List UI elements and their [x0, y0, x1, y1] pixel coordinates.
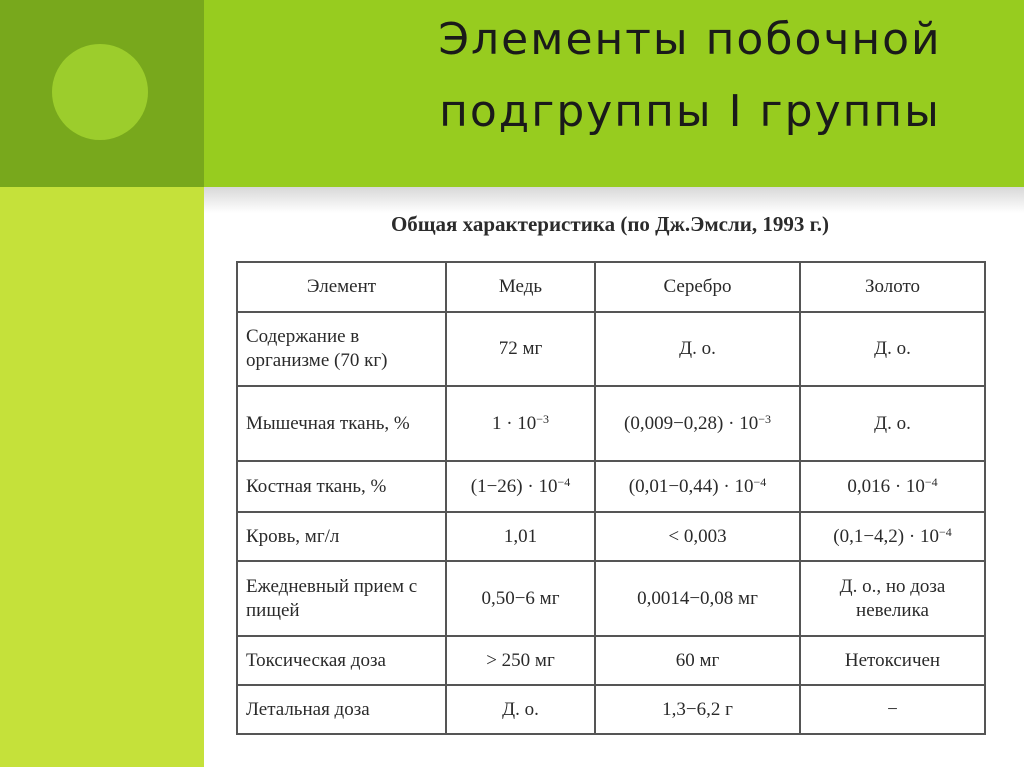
table-row [237, 312, 985, 386]
row-label: Костная ткань, % [237, 461, 446, 512]
table-row [237, 386, 985, 461]
silver-value: $(0,009-0,28) \cdot 10^{-3}$ [595, 386, 800, 461]
content-shade [204, 187, 1024, 213]
silver-value: 1,3−6,2 г [595, 685, 800, 734]
silver-value: $(0,01-0,44) \cdot 10^{-4}$ [595, 461, 800, 512]
gold-value: Д. о., но доза невелика [800, 561, 985, 636]
table-row [237, 461, 985, 512]
slide-title [380, 4, 1000, 148]
decorative-circle [52, 44, 148, 140]
gold-value: − [800, 685, 985, 734]
table-row [237, 685, 985, 734]
row-label: Летальная доза [237, 685, 446, 734]
header-element: Элемент [237, 262, 446, 312]
header-gold: Золото [800, 262, 985, 312]
silver-value: < 0,003 [595, 512, 800, 561]
copper-value: 0,50−6 мг [446, 561, 595, 636]
element-properties-table [236, 261, 986, 735]
copper-value: Д. о. [446, 685, 595, 734]
copper-value: $(1-26) \cdot 10^{-4}$ [446, 461, 595, 512]
copper-value: > 250 мг [446, 636, 595, 685]
slide-title-line2: подгруппы I группы [439, 86, 941, 137]
silver-value: 60 мг [595, 636, 800, 685]
row-label: Кровь, мг/л [237, 512, 446, 561]
gold-value: Нетоксичен [800, 636, 985, 685]
row-label: Токсическая доза [237, 636, 446, 685]
row-label: Мышечная ткань, % [237, 386, 446, 461]
gold-value: $(0,1-4,2) \cdot 10^{-4}$ [800, 512, 985, 561]
table-row [237, 636, 985, 685]
silver-value: Д. о. [595, 312, 800, 386]
slide-title-line1: Элементы побочной [438, 14, 942, 65]
left-band-bottom [0, 187, 204, 767]
table-caption: Общая характеристика (по Дж.Эмсли, 1993 г.) [390, 212, 830, 236]
copper-value: 72 мг [446, 312, 595, 386]
gold-value: Д. о. [800, 386, 985, 461]
copper-value: $1 \cdot 10^{-3}$ [446, 386, 595, 461]
header-silver: Серебро [595, 262, 800, 312]
table-row [237, 512, 985, 561]
copper-value: 1,01 [446, 512, 595, 561]
header-copper: Медь [446, 262, 595, 312]
silver-value: 0,0014−0,08 мг [595, 561, 800, 636]
gold-value: $0,016 \cdot 10^{-4}$ [800, 461, 985, 512]
row-label: Ежедневный прием с пищей [237, 561, 446, 636]
table-row [237, 561, 985, 636]
gold-value: Д. о. [800, 312, 985, 386]
table-header-row [237, 262, 985, 312]
row-label: Содержание в организме (70 кг) [237, 312, 446, 386]
